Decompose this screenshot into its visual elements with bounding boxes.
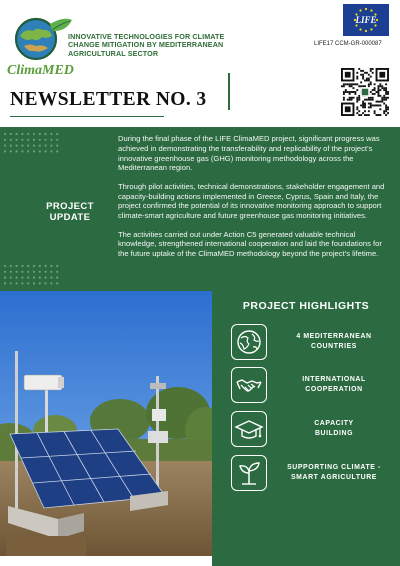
sprout-icon (231, 455, 267, 491)
highlight-item (231, 324, 393, 360)
weather-station-photo (0, 291, 212, 556)
newsletter-title: NEWSLETTER NO. 3 (10, 89, 207, 110)
life-wordmark: LIFE (355, 15, 377, 25)
project-highlights-section (212, 291, 400, 566)
highlight-line: SMART AGRICULTURE (290, 474, 377, 481)
highlight-label (275, 455, 393, 491)
eu-reference-code: LIFE17 CCM-GR-000087 (314, 41, 382, 47)
project-update-label: PROJECT UPDATE (46, 201, 94, 223)
highlight-item (231, 455, 393, 491)
logo-wordmark: ClimaMED (7, 63, 74, 78)
highlight-label (275, 324, 393, 360)
handshake-icon (231, 367, 267, 403)
highlight-item (231, 367, 393, 403)
highlight-line: CAPACITY (314, 420, 354, 427)
tagline-line: INNOVATIVE TECHNOLOGIES FOR CLIMATE (68, 32, 225, 41)
highlight-line: INTERNATIONAL (302, 376, 366, 383)
highlight-item (231, 411, 393, 447)
update-paragraph: Through pilot activities, technical demonstrations, stakeholder engagement and capacity-building actions implemented in Greece, Cyprus, Spain and Italy, the project confirmed the potential of its innovative monitoring approach to support climate-smart agriculture and future greenhouse gas monitoring initiatives. (118, 181, 385, 221)
highlight-line: 4 MEDITERRANEAN (296, 333, 372, 340)
highlight-line: SUPPORTING CLIMATE - (287, 464, 381, 471)
globe-icon (231, 324, 267, 360)
graduation-cap-icon (231, 411, 267, 447)
tagline-line: AGRICULTURAL SECTOR (68, 48, 159, 58)
dot-pattern-decoration (2, 131, 60, 155)
highlight-line: COOPERATION (305, 386, 363, 393)
qr-code[interactable] (341, 68, 389, 116)
title-underline (10, 116, 164, 117)
project-tagline (68, 33, 280, 58)
update-paragraph: The activities carried out under Action C5 generated valuable technical knowledge, strengthened international cooperation and laid the foundations for the future uptake of the ClimaMED methodology beyond the project’s lifetime. (118, 229, 382, 259)
highlight-line: COUNTRIES (311, 343, 357, 350)
update-paragraph: During the final phase of the LIFE ClimaMED project, significant progress was achieved in demonstrating the transferability and replicability of the project’s innovative greenhouse gas (GHG) monitoring methodology across the Mediterranean region. (118, 134, 380, 173)
dot-pattern-decoration (2, 263, 60, 287)
title-divider (228, 73, 230, 110)
highlights-title: PROJECT HIGHLIGHTS (242, 300, 370, 312)
project-update-section (0, 127, 400, 291)
highlight-line: BUILDING (314, 430, 354, 437)
project-update-text (118, 134, 392, 268)
tagline-line: CHANGE MITIGATION BY MEDITERRANEAN (68, 40, 224, 50)
highlight-label (275, 411, 393, 447)
highlight-label (275, 367, 393, 403)
eu-life-logo (343, 4, 389, 36)
